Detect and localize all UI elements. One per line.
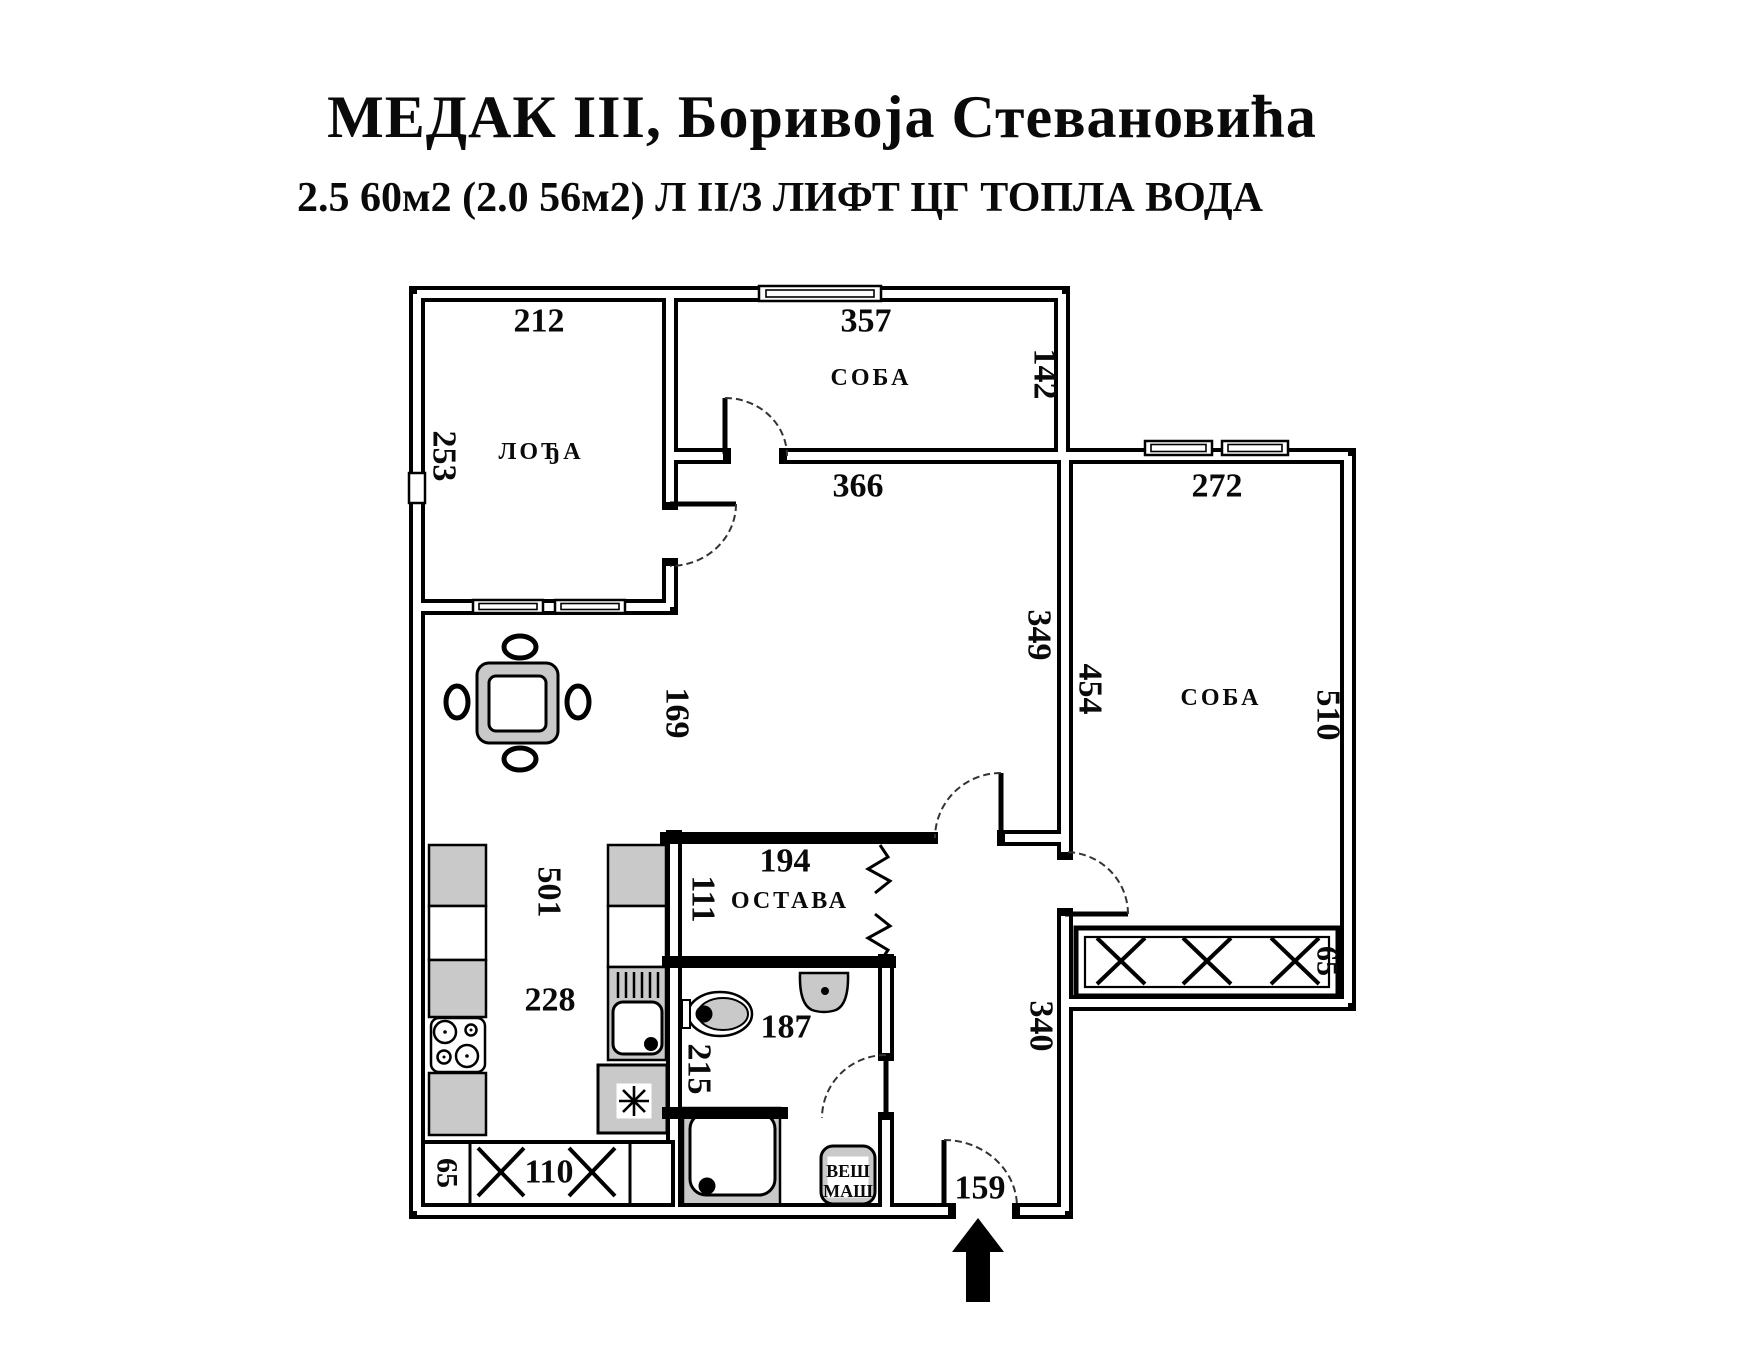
dim-hall-wall-top: 349 (1020, 609, 1058, 661)
dim-closet-right-depth: 65 (1310, 946, 1344, 976)
cabinet (608, 845, 666, 906)
dim-room-top-depth: 142 (1026, 348, 1064, 400)
chair-right (567, 686, 589, 718)
chair-bottom (504, 748, 536, 770)
dim-closet-bottom-width: 110 (524, 1153, 574, 1191)
dim-room-top-bottom: 366 (832, 467, 884, 505)
chair-left (446, 686, 468, 718)
window (409, 473, 425, 503)
page-subtitle: 2.5 60м2 (2.0 56м2) Л II/3 ЛИФТ ЦГ ТОПЛА ВОДА (297, 175, 1263, 221)
shower-drain (699, 1178, 716, 1195)
dim-bathroom-depth: 215 (680, 1043, 718, 1095)
room-label-room-right: СОБА (1180, 685, 1262, 711)
window-inner (479, 604, 537, 610)
closet-right (1076, 928, 1338, 996)
dim-loggia-width: 212 (513, 302, 565, 340)
dim-kitchen-length: 501 (530, 866, 568, 918)
burner-dot (443, 1030, 447, 1034)
toilet-dot (696, 1006, 713, 1023)
window-inner (1228, 445, 1282, 452)
toilet-cistern (682, 1000, 690, 1028)
dim-hall-wall-bottom: 340 (1022, 1000, 1060, 1052)
dim-entry-width: 159 (954, 1169, 1006, 1207)
page-title: МЕДАК III, Боривоја Стевановића (327, 84, 1317, 150)
room-label-room-top: СОБА (830, 365, 912, 391)
dim-storage-width: 194 (759, 842, 811, 880)
dim-room-top-width: 357 (840, 302, 892, 340)
room-label-loggia: ЛОЂА (498, 439, 584, 465)
chair-top (504, 636, 536, 658)
window-inner (1151, 445, 1206, 452)
burner-dot (470, 1029, 473, 1032)
sink-drain (644, 1037, 658, 1051)
dim-loggia-depth: 253 (425, 430, 463, 482)
burner-dot (443, 1056, 446, 1059)
room-label-storage: ОСТАВА (730, 888, 850, 914)
washing-machine-label-1: ВЕШ (826, 1161, 870, 1181)
dim-room-right-left: 454 (1071, 663, 1109, 715)
cabinet (429, 960, 486, 1017)
cabinet (429, 1073, 486, 1135)
dim-living-length: 169 (658, 687, 696, 739)
kitchen-counter-left (429, 845, 486, 1135)
table-inner (489, 676, 546, 731)
cabinet (429, 906, 486, 960)
dim-kitchen-width: 228 (524, 981, 576, 1019)
washbasin-drain (821, 987, 829, 995)
cabinet (608, 906, 666, 967)
dim-room-right-depth: 510 (1309, 689, 1347, 741)
window-inner (561, 604, 619, 610)
cabinet (429, 845, 486, 906)
snowflake-icon (619, 1086, 649, 1116)
burner-dot (465, 1054, 469, 1058)
washing-machine-label-2: МАШ (823, 1181, 873, 1201)
dim-bathroom-width: 187 (760, 1008, 812, 1046)
dim-room-right-width: 272 (1191, 467, 1243, 505)
kitchen-counter-right (598, 845, 667, 1133)
dim-storage-depth: 111 (684, 875, 722, 923)
window-inner (766, 290, 874, 297)
dim-closet-bottom-depth: 65 (430, 1158, 464, 1188)
